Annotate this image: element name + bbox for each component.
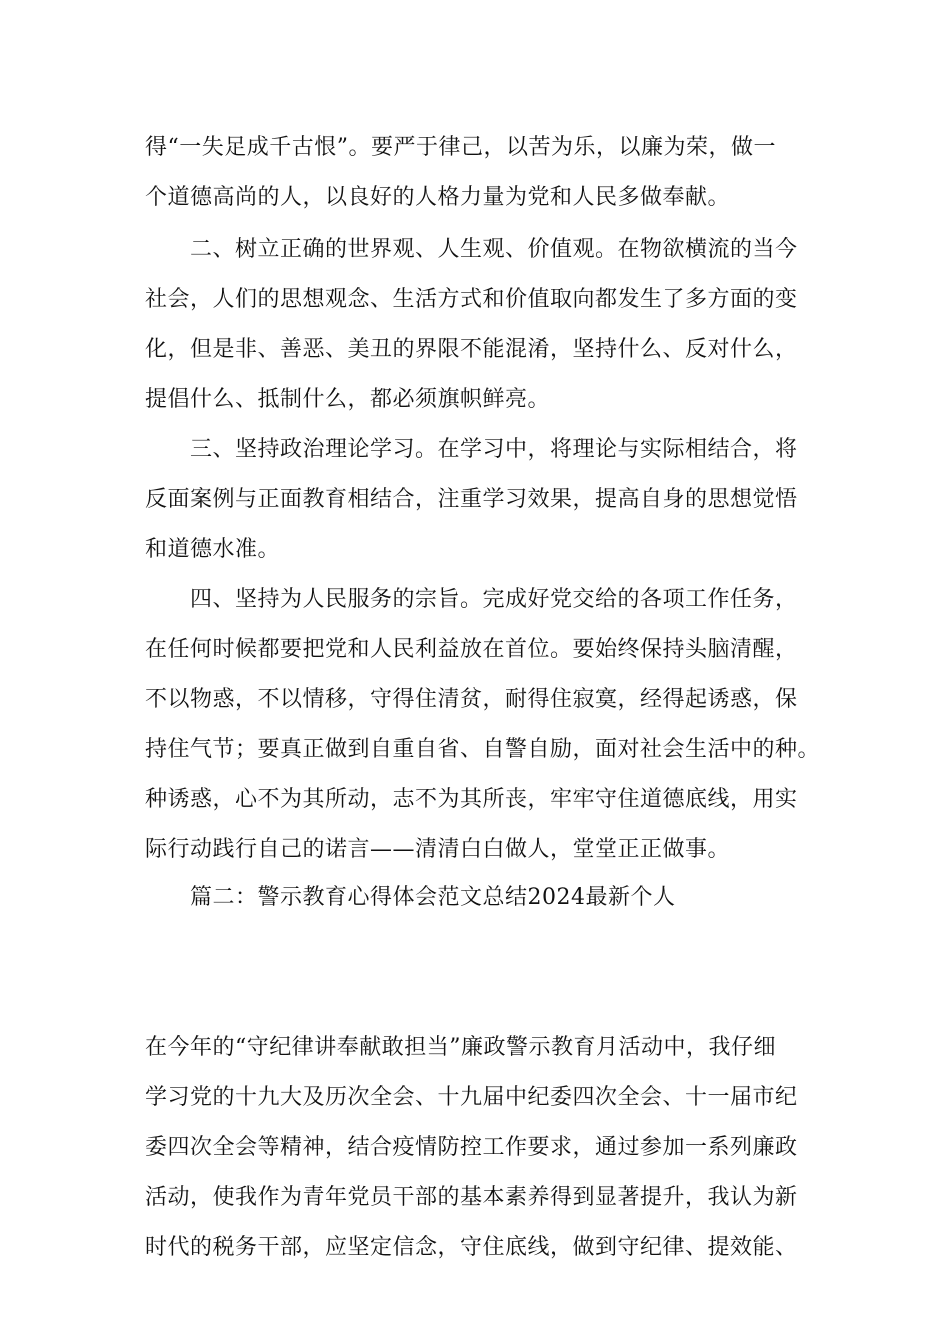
text-line: 和道德水准。 xyxy=(145,537,281,562)
text-line: 在任何时候都要把党和人民利益放在首位。要始终保持头脑清醒， xyxy=(145,637,798,662)
text-line: 化，但是非、善恶、美丑的界限不能混淆，坚持什么、反对什么， xyxy=(145,337,798,362)
text-line: 种诱惑，心不为其所动，志不为其所丧，牢牢守住道德底线，用实 xyxy=(145,787,798,812)
paragraph-heading-4: 四、坚持为人民服务的宗旨。完成好党交给的各项工作任务， xyxy=(190,587,798,612)
paragraph-heading-3: 三、坚持政治理论学习。在学习中，将理论与实际相结合，将 xyxy=(190,437,798,462)
text-line: 际行动践行自己的诺言——清清白白做人，堂堂正正做事。 xyxy=(145,837,731,862)
text-line: 得“一失足成千古恨”。要严于律己，以苦为乐，以廉为荣，做一 xyxy=(145,135,776,160)
text-line: 在今年的“守纪律讲奉献敢担当”廉政警示教育月活动中，我仔细 xyxy=(145,1035,776,1060)
text-line: 委四次全会等精神，结合疫情防控工作要求，通过参加一系列廉政 xyxy=(145,1135,798,1160)
text-line: 社会，人们的思想观念、生活方式和价值取向都发生了多方面的变 xyxy=(145,287,798,312)
section-title: 篇二：警示教育心得体会范文总结2024最新个人 xyxy=(190,885,676,910)
text-line: 反面案例与正面教育相结合，注重学习效果，提高自身的思想觉悟 xyxy=(145,487,798,512)
paragraph-heading-2: 二、树立正确的世界观、人生观、价值观。在物欲横流的当今 xyxy=(190,237,798,262)
text-line: 持住气节；要真正做到自重自省、自警自励，面对社会生活中的种。 xyxy=(145,737,821,762)
text-line: 个道德高尚的人，以良好的人格力量为党和人民多做奉献。 xyxy=(145,185,731,210)
text-line: 不以物惑，不以情移，守得住清贫，耐得住寂寞，经得起诱惑，保 xyxy=(145,687,798,712)
text-line: 活动，使我作为青年党员干部的基本素养得到显著提升，我认为新 xyxy=(145,1185,798,1210)
text-line: 提倡什么、抵制什么，都必须旗帜鲜亮。 xyxy=(145,387,551,412)
text-line: 学习党的十九大及历次全会、十九届中纪委四次全会、十一届市纪 xyxy=(145,1085,798,1110)
text-line: 时代的税务干部，应坚定信念，守住底线，做到守纪律、提效能、 xyxy=(145,1235,798,1260)
